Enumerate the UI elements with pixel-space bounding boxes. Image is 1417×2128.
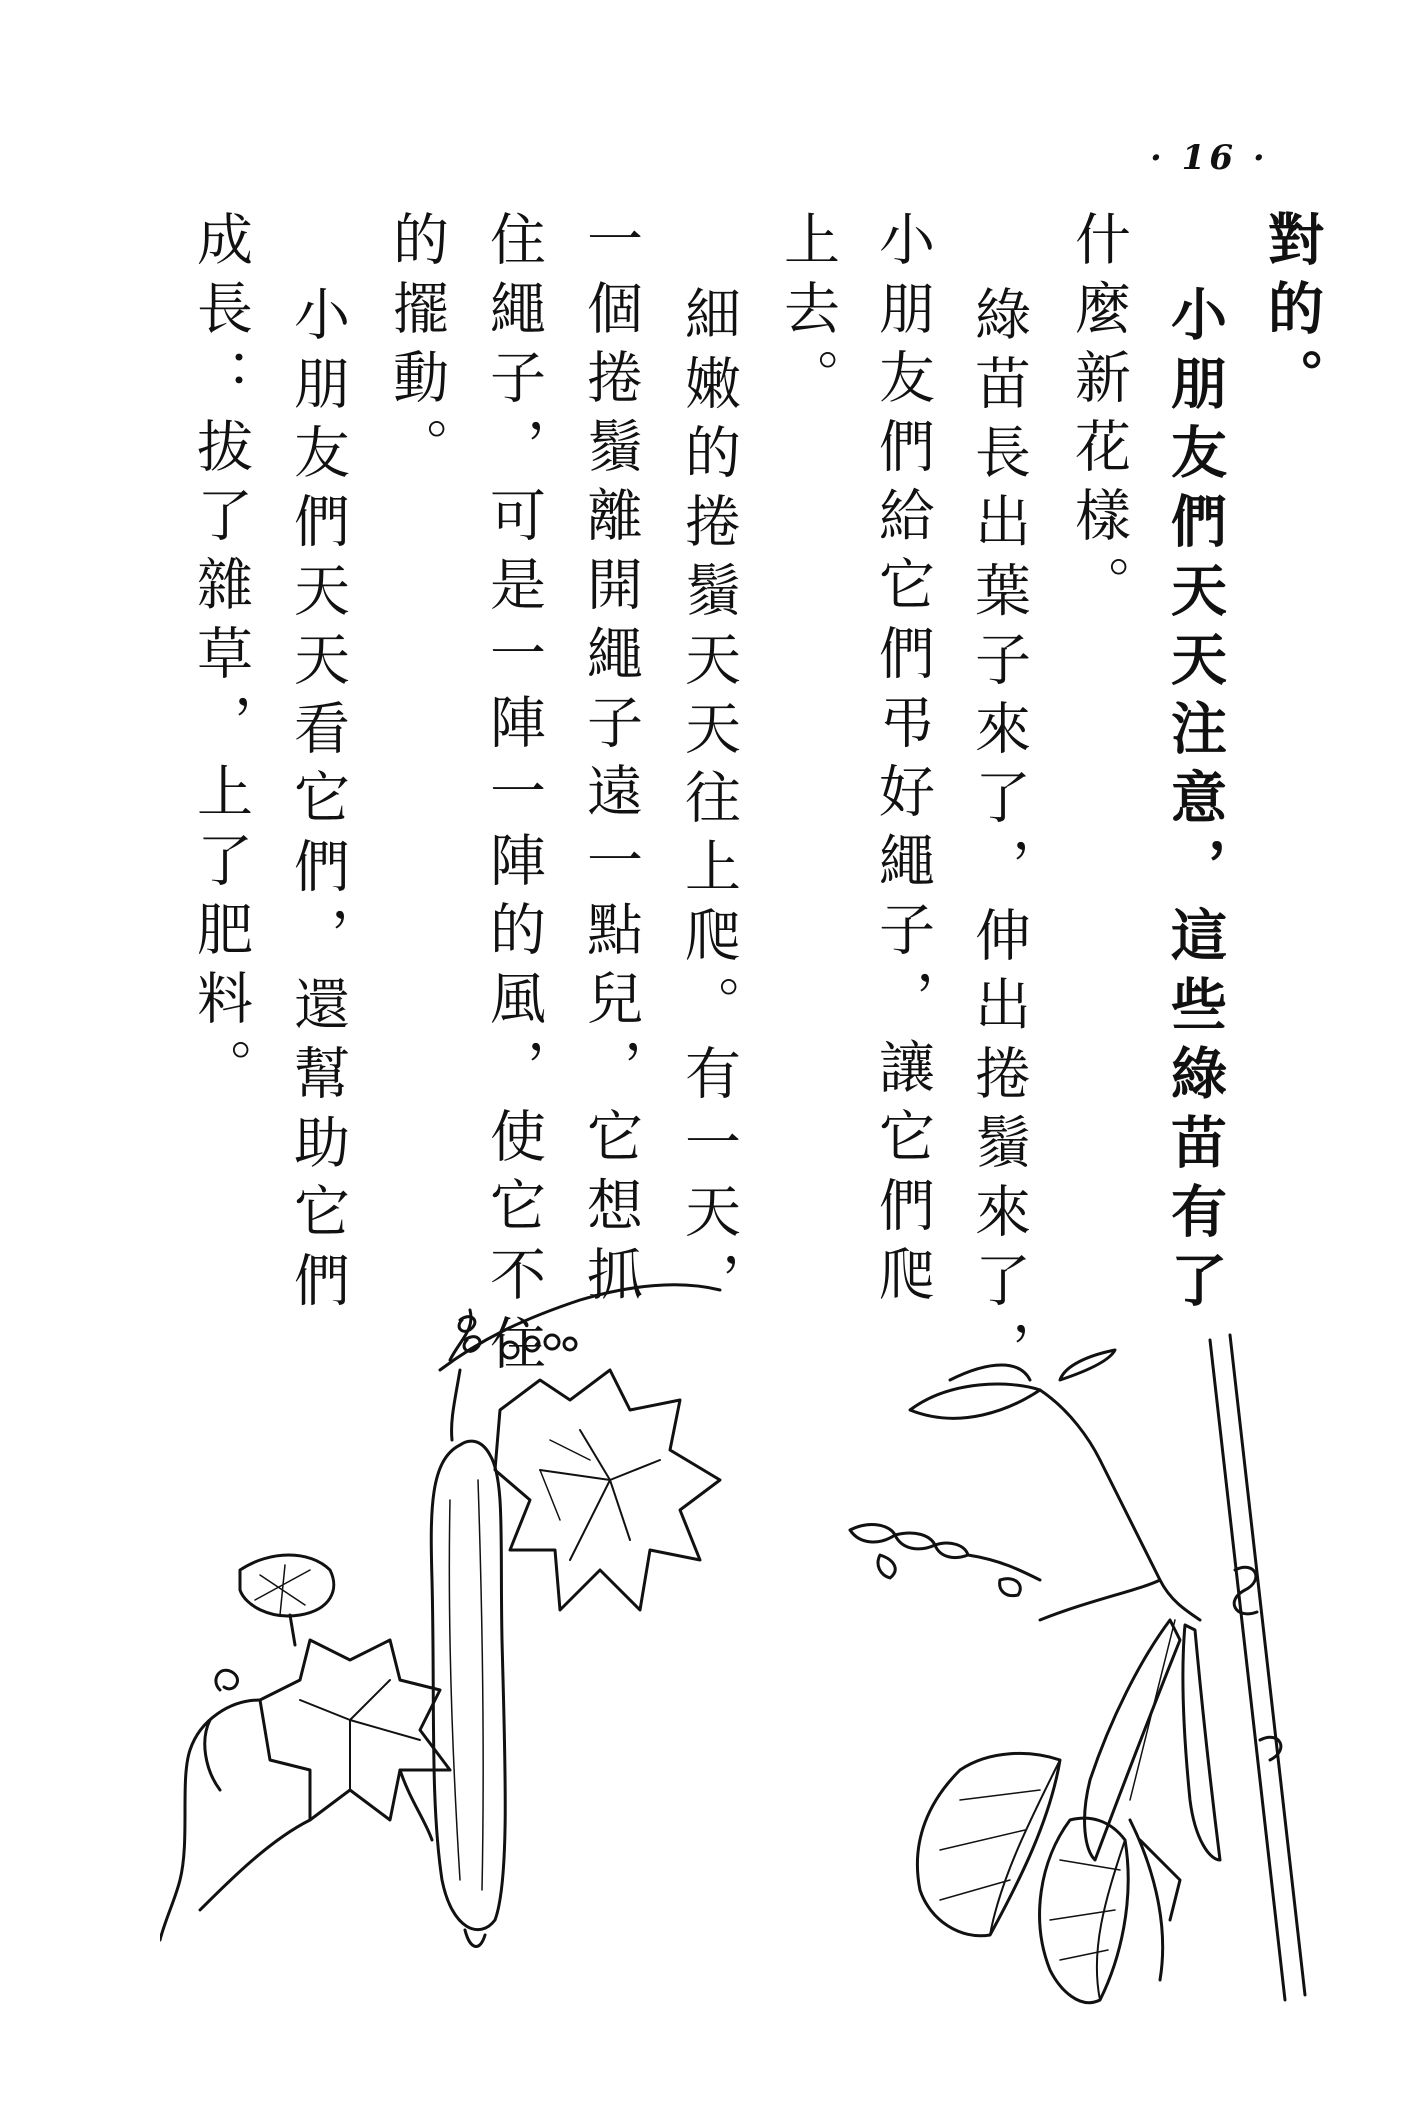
text-column-9: 住繩子，可是一陣一陣的風，使它不住 [481, 210, 546, 1383]
text-column-3: 什麼新花樣。 [1066, 210, 1131, 624]
text-column-1: 對的。 [1259, 210, 1325, 417]
loofah-gourd-illustration [160, 1280, 780, 1980]
loofah-gourd [431, 1441, 505, 1930]
bean-vine-illustration [840, 1320, 1320, 2010]
text-column-10: 的擺動。 [384, 210, 449, 486]
text-column-6: 上去。 [775, 210, 840, 417]
bean-pod [1183, 1625, 1220, 1860]
text-column-4: 綠苗長出葉子來了，伸出捲鬚來了， [966, 285, 1031, 1389]
text-column-2: 小朋友們天天注意，這些綠苗有了 [1162, 285, 1228, 1320]
support-pole [1210, 1340, 1285, 2000]
text-column-12: 成長：拔了雜草，上了肥料。 [188, 210, 253, 1107]
text-column-5: 小朋友們給它們弔好繩子，讓它們爬 [870, 210, 935, 1314]
loofah-flower [240, 1555, 334, 1616]
text-column-8: 一個捲鬚離開繩子遠一點兒，它想抓 [578, 210, 643, 1314]
text-column-7: 細嫩的捲鬚天天往上爬。有一天， [676, 285, 741, 1320]
page-number: · 16 · [1150, 138, 1269, 178]
text-column-11: 小朋友們天天看它們，還幫助它們 [285, 285, 350, 1320]
